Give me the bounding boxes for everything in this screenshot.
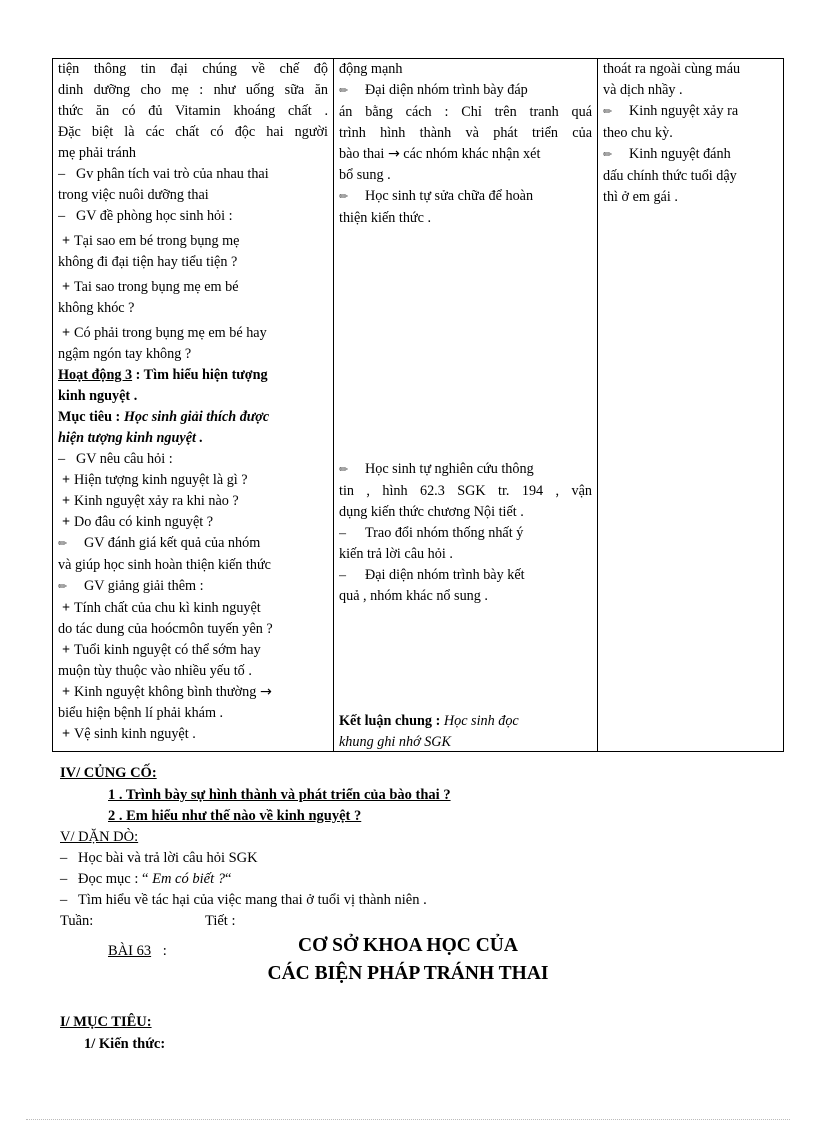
pen-icon: ✏: [603, 106, 613, 118]
homework-item: – Đọc mục : “ Em có biết ?“: [60, 871, 232, 887]
week-label: Tuần:: [60, 913, 94, 929]
list-item: + Kinh nguyệt không bình thường →: [58, 682, 328, 703]
text-line: dinh dưỡng cho mẹ : như uống sữa ăn: [58, 82, 328, 98]
list-item: ✏ Học sinh tự sửa chữa để hoàn: [339, 186, 592, 208]
text-line: tin , hình 62.3 SGK tr. 194 , vận: [339, 483, 592, 499]
lesson-number: BÀI 63 :: [108, 943, 167, 959]
text-line: dụng kiến thức chương Nội tiết .: [339, 504, 524, 520]
dash-bullet: –: [58, 208, 66, 224]
arrow-icon: →: [387, 146, 400, 162]
plus-bullet: +: [61, 600, 71, 616]
plus-bullet: +: [61, 233, 71, 249]
dash-bullet: –: [58, 166, 66, 182]
student-activity-3: [339, 459, 592, 607]
list-item: + Tuổi kinh nguyệt có thể sớm hay: [58, 640, 328, 661]
pen-icon: ✏: [339, 191, 349, 203]
page-divider: [26, 1119, 790, 1120]
text-line: Đặc biệt là các chất có độc hai người: [58, 124, 328, 140]
period-label: Tiết :: [205, 913, 236, 929]
table-row: [53, 59, 784, 752]
plus-bullet: +: [61, 684, 71, 700]
text-line: và giúp học sinh hoàn thiện kiến thức: [58, 557, 271, 573]
plus-bullet: +: [61, 493, 71, 509]
goal-line-cont: hiện tượng kinh nguyệt .: [58, 430, 204, 446]
text-line: án bằng cách : Chỉ trên tranh quá: [339, 104, 592, 120]
list-item: ✏ Đại diện nhóm trình bày đáp: [339, 80, 592, 102]
list-item: – GV nêu câu hỏi :: [58, 449, 328, 470]
text-line: quả , nhóm khác nổ sung .: [339, 588, 488, 604]
text-line: mẹ phải tránh: [58, 145, 137, 161]
text-line: trong việc nuôi dưỡng thai: [58, 187, 209, 203]
plus-bullet: +: [61, 472, 71, 488]
list-item: + Tính chất của chu kì kinh nguyệt: [58, 598, 328, 619]
pen-icon: ✏: [339, 85, 349, 97]
list-item: – Gv phân tích vai trò của nhau thai: [58, 164, 328, 185]
list-item: ✏ GV đánh giá kết quả của nhóm: [58, 533, 328, 555]
pen-icon: ✏: [603, 149, 613, 161]
lesson-title-line-1: CƠ SỞ KHOA HỌC CỦA: [298, 935, 518, 956]
text-line: động mạnh: [339, 61, 403, 77]
content-cell: [598, 59, 784, 752]
list-item: + Tại sao em bé trong bụng mẹ: [58, 231, 328, 252]
list-item: + Do đâu có kinh nguyệt ?: [58, 512, 328, 533]
conclusion: [339, 711, 592, 753]
dash-bullet: –: [339, 568, 346, 583]
activity-heading: Hoạt động 3 : Tìm hiểu hiện tượng: [58, 367, 268, 383]
text-line: kiến trả lời câu hỏi .: [339, 546, 453, 562]
consolidate-heading: IV/ CỦNG CỐ:: [60, 765, 157, 781]
lesson-table: [52, 58, 784, 752]
pen-icon: ✏: [58, 581, 68, 593]
teacher-activity-cell: [53, 59, 334, 752]
conclusion-line: Kết luận chung : Học sinh đọc: [339, 713, 519, 729]
text-line: bổ sung .: [339, 167, 391, 183]
homework-item: – Học bài và trả lời câu hỏi SGK: [60, 850, 258, 866]
plus-bullet: +: [61, 279, 71, 295]
student-activity-cell: [334, 59, 598, 752]
homework-heading: V/ DẶN DÒ:: [60, 829, 139, 845]
text-line: ngậm ngón tay không ?: [58, 346, 192, 362]
text-line: trình hình thành và phát triển của: [339, 125, 592, 141]
plus-bullet: +: [61, 514, 71, 530]
pen-icon: ✏: [58, 538, 68, 550]
text-line: thoát ra ngoài cùng máu: [603, 61, 741, 77]
objectives-heading: I/ MỤC TIÊU:: [60, 1014, 152, 1030]
list-item: ✏ Kinh nguyệt xảy ra: [603, 101, 778, 123]
text-line: bào thai → các nhóm khác nhận xét: [339, 146, 541, 162]
dash-bullet: –: [58, 451, 66, 467]
goal-line: Mục tiêu : Học sinh giải thích được: [58, 409, 270, 425]
arrow-icon: →: [259, 684, 272, 700]
dash-bullet: –: [60, 850, 68, 866]
dash-bullet: –: [339, 526, 346, 541]
text-line: thiện kiến thức .: [339, 210, 432, 226]
list-item: + Kinh nguyệt xảy ra khi nào ?: [58, 491, 328, 512]
text-line: không đi đại tiện hay tiểu tiện ?: [58, 254, 238, 270]
list-item: ✏ Học sinh tự nghiên cứu thông: [339, 459, 592, 481]
text-line: dấu chính thức tuổi dậy: [603, 168, 737, 184]
dash-bullet: –: [60, 871, 68, 887]
objectives-subheading: 1/ Kiến thức:: [84, 1036, 166, 1052]
text-line: và dịch nhầy .: [603, 82, 683, 98]
activity-heading-cont: kinh nguyệt .: [58, 388, 138, 404]
list-item: + Vệ sinh kinh nguyệt .: [58, 724, 328, 745]
list-item: + Có phải trong bụng mẹ em bé hay: [58, 323, 328, 344]
text-line: theo chu kỳ.: [603, 125, 673, 141]
text-line: do tác dung của hoócmôn tuyến yên ?: [58, 621, 273, 637]
consolidate-question: 2 . Em hiểu như thế nào về kinh nguyệt ?: [108, 808, 362, 824]
plus-bullet: +: [61, 642, 71, 658]
list-item: + Tai sao trong bụng mẹ em bé: [58, 277, 328, 298]
text-line: biểu hiện bệnh lí phải khám .: [58, 705, 224, 721]
list-item: – Đại diện nhóm trình bày kết: [339, 565, 592, 586]
text-line: tiện thông tin đại chúng về chế độ: [58, 61, 328, 77]
text-line: thức ăn có đủ Vitamin khoáng chất .: [58, 103, 328, 119]
consolidate-question: 1 . Trình bày sự hình thành và phát triển của bào thai ?: [108, 787, 451, 803]
list-item: – Trao đổi nhóm thống nhất ý: [339, 523, 592, 544]
list-item: – GV đề phòng học sinh hỏi :: [58, 206, 328, 227]
list-item: ✏ Kinh nguyệt đánh: [603, 144, 778, 166]
text-line: muộn tùy thuộc vào nhiều yếu tố .: [58, 663, 252, 679]
text-line: thì ở em gái .: [603, 189, 678, 205]
text-line: không khóc ?: [58, 300, 135, 316]
lesson-title-line-2: CÁC BIỆN PHÁP TRÁNH THAI: [267, 963, 549, 984]
plus-bullet: +: [61, 325, 71, 341]
pen-icon: ✏: [339, 464, 349, 476]
conclusion-line-cont: khung ghi nhớ SGK: [339, 734, 452, 750]
list-item: ✏ GV giảng giải thêm :: [58, 576, 328, 598]
homework-item: – Tìm hiểu về tác hại của việc mang thai ở tuổi vị thành niên .: [60, 892, 427, 908]
dash-bullet: –: [60, 892, 68, 908]
list-item: + Hiện tượng kinh nguyệt là gì ?: [58, 470, 328, 491]
plus-bullet: +: [61, 726, 71, 742]
